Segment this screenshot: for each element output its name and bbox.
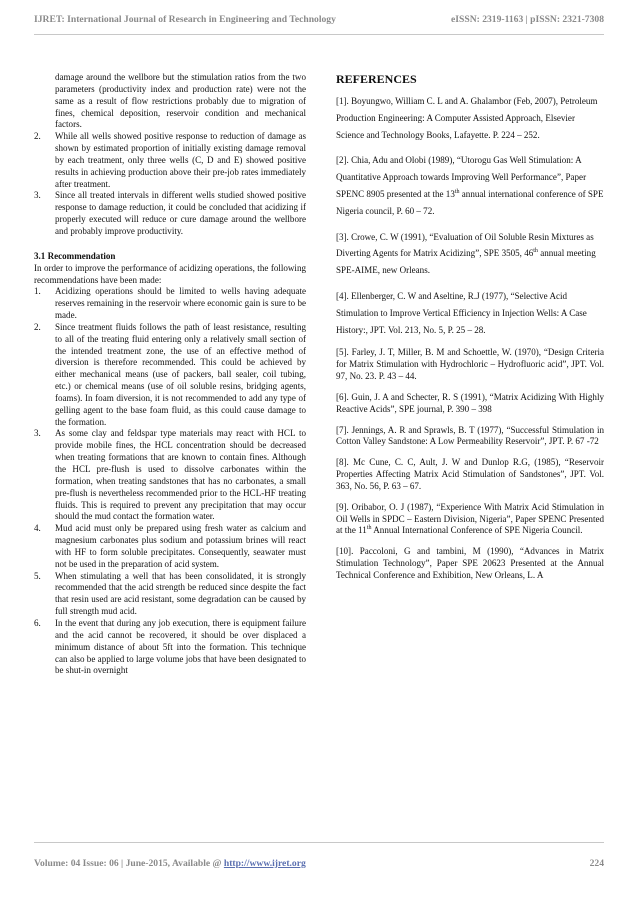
recommendation-item (34, 523, 306, 570)
section-heading: 3.1 Recommendation (34, 250, 116, 261)
item-number: 2. (34, 321, 41, 332)
item-number: 3. (34, 428, 41, 439)
item-text: While all wells showed positive response to reduction of damage as shown by estimated proportion of initially existing damage removal by each treatment, only three wells (C, D and E) showed positive results in achieving production above their pre-job rates immediately after treatment. (55, 131, 306, 189)
conclusions-list (34, 131, 306, 238)
item-text: Since treatment fluids follows the path of least resistance, resulting to all of the treating fluid entering only a relatively small section of the intended treatment zone, the use of an effective method of diversion is therefore recommended. This could be achieved by either mechanical means (use of packers, ball sealer, coil tubing, etc.) or chemical means (use of oil soluble resins, bridging agents, foams). In foam diversion, it is not recommended to add any type of gelling agent to the base foam fluid, as this could cause damage to the formation. (55, 321, 306, 427)
left-column (34, 72, 306, 677)
reference-10: [10]. Paccoloni, G and tambini, M (1990), “Advances in Matrix Stimulation Technology”, Paper SPE 20623 Presented at the Annual Technical Conference and Exhibition, New Orleans, L. A (336, 546, 604, 581)
header-rule (34, 34, 604, 35)
footer-rule (34, 842, 604, 843)
footer-volume (34, 858, 306, 869)
recommendation-item (34, 618, 306, 677)
journal-title: IJRET: International Journal of Research in Engineering and Technology (34, 14, 336, 25)
item-number: 5. (34, 570, 41, 581)
item-text: Acidizing operations should be limited to wells having adequate reserves remaining in the reservoir where economic gain is sure to be made. (55, 286, 306, 321)
item-text: Since all treated intervals in different wells studied showed positive response to damage reduction, it could be concluded that acidizing if properly executed will reduce or cure damage around the wellbore and probably improve productivity. (55, 190, 306, 236)
reference-2 (336, 152, 604, 219)
superscript: th (366, 525, 372, 532)
reference-6: [6]. Guin, J. A and Schecter, R. S (1991), “Matrix Acidizing With Highly Reactive Acids”, SPE journal, P. 390 – 398 (336, 391, 604, 414)
issn-numbers: eISSN: 2319-1163 | pISSN: 2321-7308 (451, 14, 604, 25)
reference-3 (336, 229, 604, 279)
reference-1: [1]. Boyungwo, William C. L and A. Ghalambor (Feb, 2007), Petroleum Production Engineering: A Computer Assisted Approach, Elsevier Science and Technology Books, Lafayette. P. 224 – 252. (336, 96, 598, 140)
item-number: 1. (34, 286, 41, 297)
item-text: When stimulating a well that has been consolidated, it is strongly recommended that the acid strength be reduced since despite the fact that resin used are acid resistant, some degradation can be caused by full strength mud acid. (55, 570, 306, 617)
right-column (336, 72, 604, 591)
reference-text: [3]. Crowe, C. W (1991), “Evaluation of Oil Soluble Resin Mixtures as Diverting Agents for Matrix Acidizing”, SPE 3505, 46 (336, 231, 594, 259)
reference-text: [2]. Chia, Adu and Olobi (1989), “Utorogu Gas Well Stimulation: A Quantitative Approach towards Improving Well Performance”, Paper SPENC 8905 presented at the 13 (336, 155, 587, 199)
reference-text: [9]. Oribabor, O. J (1987), “Experience With Matrix Acid Stimulation in Oil Wells in SPDC – Eastern Division, Nigeria”, Paper SPENC Presented at the 11 (336, 501, 604, 536)
reference-8: [8]. Mc Cune, C. C, Ault, J. W and Dunlop R.G, (1985), “Reservoir Properties Affecting Matrix Acid Stimulation of Sandstones”, JPT. Vol. 363, No. 56, P. 63 – 67. (336, 457, 604, 491)
superscript: th (454, 188, 460, 195)
recommendation-item (34, 428, 306, 523)
reference-text: annual international conference of SPE Nigeria council, P. 60 – 72. (336, 188, 604, 216)
page-footer (34, 858, 604, 869)
page-number: 224 (589, 858, 604, 869)
reference-5: [5]. Farley, J. T, Miller, B. M and Schoettle, W. (1970), “Design Criteria for Matrix Stimulation with Hydrochloric – Hydrofluoric acid”, JPT. Vol. 97, No. 23. P. 43 – 44. (336, 347, 604, 382)
reference-9 (336, 502, 604, 538)
reference-4: [4]. Ellenberger, C. W and Aseltine, R.J (1977), “Selective Acid Stimulation to Improve Vertical Efficiency in Injection Wells: A Case History:, JPT. Vol. 213, No. 5, P. 25 – 28. (336, 290, 587, 335)
item-number: 3. (34, 190, 41, 201)
page-header (34, 14, 604, 25)
recommendation-item (34, 286, 306, 322)
reference-text: Annual International Conference of SPE Nigeria Council. (371, 525, 583, 536)
recommendation-item (34, 322, 306, 429)
item-text: In the event that during any job execution, there is equipment failure and the acid cannot be recovered, it should be over displaced a minimum distance of about 5ft into the formation. This technique can also be applied to large volume jobs that have been designated to be shut-in overnight (55, 617, 306, 676)
section-intro: In order to improve the performance of acidizing operations, the following recommendations have been made: (34, 262, 306, 285)
conclusion-item (34, 190, 306, 237)
recommendations-list (34, 286, 306, 677)
reference-text: annual meeting SPE-AIME, new Orleans. (336, 248, 596, 276)
journal-link[interactable]: http://www.ijret.org (223, 858, 306, 869)
reference-7: [7]. Jennings, A. R and Sprawls, B. T (1977), “Successful Stimulation in Cotton Valley Sandstone: A Low Permeability Reservoir”, JPT. P. 67 -72 (336, 424, 604, 447)
item-number: 6. (34, 617, 41, 628)
item-text: Mud acid must only be prepared using fresh water as calcium and magnesium carbonates plus sodium and potassium brines will react with HF to form soluble precipitates. Consequently, seawater must not be used in the preparation of acid system. (55, 523, 306, 569)
footer-volume-text: Volume: 04 Issue: 06 | June-2015, Available @ (34, 858, 224, 869)
recommendation-item (34, 571, 306, 618)
conclusion-1-continued: damage around the wellbore but the stimulation ratios from the two parameters (productivity index and production rate) were not the same as a result of flow restrictions probably due to migration of fines, chemical deposition, reservoir condition and mechanical factors. (55, 72, 306, 130)
references-heading: REFERENCES (336, 72, 417, 86)
item-number: 4. (34, 523, 41, 534)
superscript: th (533, 248, 538, 255)
conclusion-item (34, 131, 306, 190)
item-number: 2. (34, 131, 41, 142)
item-text: As some clay and feldspar type materials may react with HCL to provide mobile fines, the HCL concentration should be decreased when treating formations that are known to contain fines. Although the HCL pre-flush is used to dissolve carbonates within the formation, when treating sandstones that has no carbonates, a small pre-flush is nevertheless recommended prior to the HCL-HF treating fluids. This is required to prevent any precipitation that may occur should the mud contact the formation water. (55, 428, 306, 522)
